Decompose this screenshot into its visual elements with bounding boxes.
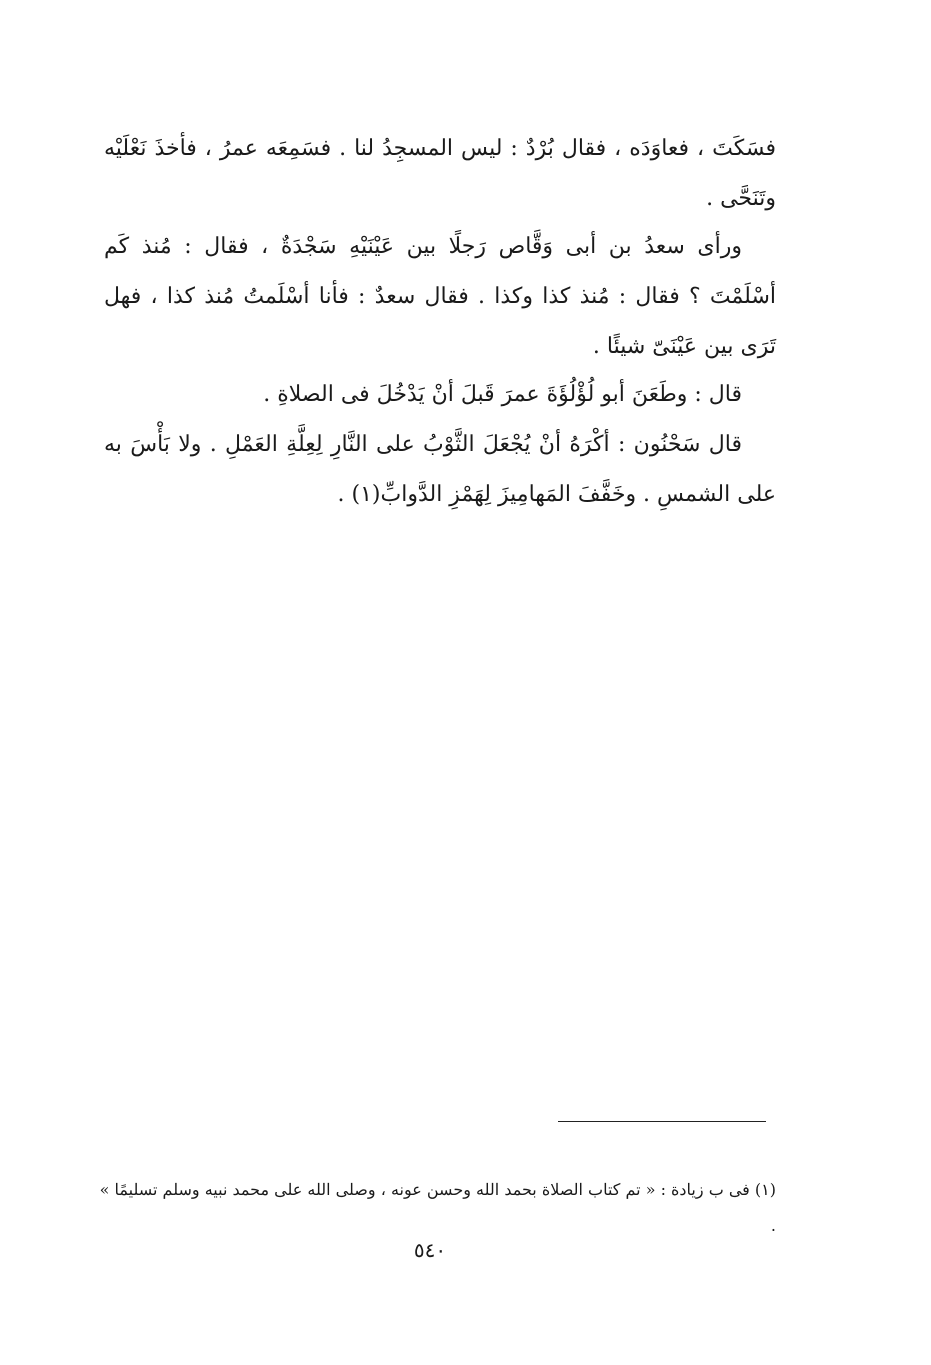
body-paragraph-3: قال : وطَعَنَ أبو لُؤْلُؤَةَ عمرَ قَبلَ أنْ يَدْخُلَ فى الصلاةِ . [263,382,742,407]
body-paragraph-1: فسَكَتَ ، فعاوَدَه ، فقال بُرْدٌ : ليس المسجِدُ لنا . فسَمِعَه عمرُ ، فأخذَ نَعْلَيْه وتَنَحَّى . [104,136,776,211]
body-paragraph-4: قال سَحْنُون : أكْرَهُ أنْ يُجْعَلَ الثَّوْبُ على النَّارِ لِعِلَّةِ العَمْلِ . ولا بَأْسَ به على الشمسِ . وخَفَّفَ المَهامِيزَ لِهَمْزِ الدَّوابِّ(١) . [104,432,776,507]
body-paragraph-2: ورأى سعدُ بن أبى وَقَّاص رَجلًا بين عَيْنَيْهِ سَجْدَةٌ ، فقال : مُنذ كَم أسْلَمْتَ ؟ فقال : مُنذ كذا وكذا . فقال سعدٌ : فأنا أسْلَمتُ مُنذ كذا ، فهل تَرَى بين عَيْنَىّ شيئًا . [104,234,776,359]
footnote-separator [558,1121,766,1122]
footnote-1: (١) فى ب زيادة : « تم كتاب الصلاة بحمد الله وحسن عونه ، وصلى الله على محمد نبيه وسلم تسليمًا » . [99,1180,776,1235]
page-number: ٥٤٠ [413,1238,447,1262]
